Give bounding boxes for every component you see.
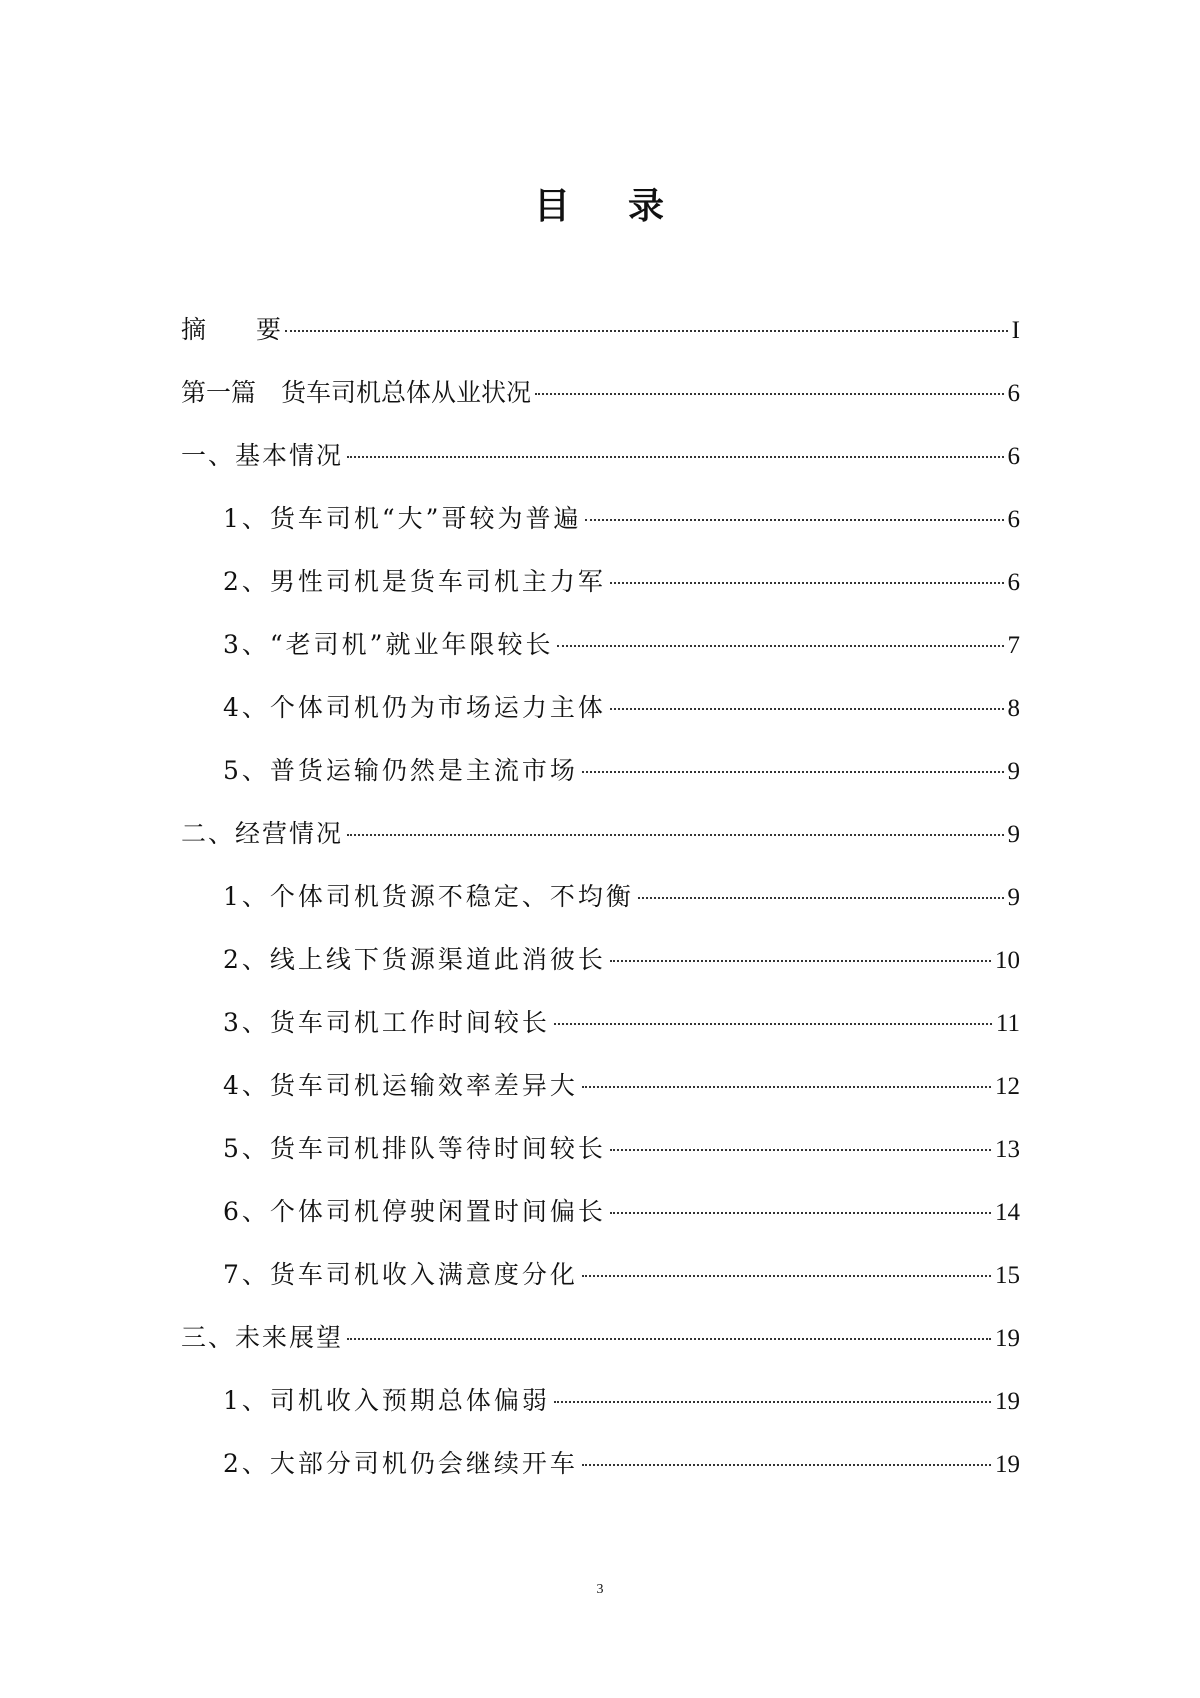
toc-entry-page: 6 (1007, 569, 1020, 596)
toc-entry[interactable] (181, 751, 1020, 814)
toc-entry-page: 9 (1007, 758, 1020, 785)
toc-entry-label: 3、“老司机”就业年限较长 (223, 630, 554, 659)
toc-entry-label: 二、经营情况 (181, 819, 344, 848)
toc-entry[interactable] (181, 499, 1020, 562)
toc-entry-page: 19 (995, 1388, 1020, 1415)
toc-entry-label: 一、基本情况 (181, 441, 344, 470)
toc-entry-label: 摘 要 (181, 315, 282, 344)
toc-entry-label: 5、货车司机排队等待时间较长 (223, 1134, 606, 1163)
toc-entry[interactable] (181, 688, 1020, 751)
dot-leader (585, 519, 1003, 521)
toc-entry-label: 1、个体司机货源不稳定、不均衡 (223, 882, 634, 911)
toc-entry[interactable] (181, 310, 1020, 373)
toc-title-char-1: 目 (533, 186, 572, 227)
dot-leader (554, 1401, 991, 1403)
toc-entry-page: 12 (995, 1073, 1020, 1100)
dot-leader (582, 771, 1004, 773)
toc-entry-label: 4、货车司机运输效率差异大 (223, 1071, 578, 1100)
toc-entry-label: 6、个体司机停驶闲置时间偏长 (223, 1197, 606, 1226)
toc-entry-page: 7 (1007, 632, 1020, 659)
toc-entry[interactable] (181, 814, 1020, 877)
toc-entry-page: 6 (1007, 380, 1020, 407)
toc-entry-page: 15 (995, 1262, 1020, 1289)
dot-leader (638, 897, 1004, 899)
toc-title-char-2: 录 (628, 186, 667, 227)
toc-entry[interactable] (181, 562, 1020, 625)
toc-entry[interactable] (181, 1444, 1020, 1507)
dot-leader (610, 708, 1004, 710)
toc-entry[interactable] (181, 1129, 1020, 1192)
page-number: 3 (596, 1582, 604, 1597)
dot-leader (582, 1275, 991, 1277)
toc-entry-label: 三、未来展望 (181, 1323, 344, 1352)
toc-entry-page: 9 (1007, 884, 1020, 911)
dot-leader (347, 1338, 991, 1340)
toc-entry[interactable] (181, 877, 1020, 940)
dot-leader (610, 960, 991, 962)
toc-entry[interactable] (181, 1255, 1020, 1318)
toc-entry-page: 14 (995, 1199, 1020, 1226)
toc-entry-page: 6 (1007, 443, 1020, 470)
toc-entry[interactable] (181, 625, 1020, 688)
toc-entry-label: 4、个体司机仍为市场运力主体 (223, 693, 606, 722)
dot-leader (557, 645, 1003, 647)
toc-entry-label: 2、男性司机是货车司机主力军 (223, 567, 606, 596)
dot-leader (610, 1212, 991, 1214)
toc-title (0, 185, 1200, 229)
toc-entry[interactable] (181, 1318, 1020, 1381)
toc-entry-label: 5、普货运输仍然是主流市场 (223, 756, 578, 785)
toc-entry-label: 第一篇 货车司机总体从业状况 (181, 378, 532, 407)
toc-entry[interactable] (181, 940, 1020, 1003)
toc-entry-page: 11 (995, 1010, 1020, 1037)
toc-entry-label: 2、线上线下货源渠道此消彼长 (223, 945, 606, 974)
dot-leader (535, 393, 1003, 395)
toc-entry-label: 1、司机收入预期总体偏弱 (223, 1386, 550, 1415)
dot-leader (347, 834, 1003, 836)
toc-entry-label: 1、货车司机“大”哥较为普遍 (223, 504, 582, 533)
toc-entry-label: 7、货车司机收入满意度分化 (223, 1260, 578, 1289)
toc-entry-page: I (1011, 317, 1020, 344)
toc-entry[interactable] (181, 1381, 1020, 1444)
toc-entry-label: 3、货车司机工作时间较长 (223, 1008, 550, 1037)
toc-entry-label: 2、大部分司机仍会继续开车 (223, 1449, 578, 1478)
dot-leader (554, 1023, 992, 1025)
toc-entry-page: 9 (1007, 821, 1020, 848)
toc-entry[interactable] (181, 1066, 1020, 1129)
dot-leader (582, 1086, 991, 1088)
toc-entry-page: 8 (1007, 695, 1020, 722)
dot-leader (582, 1464, 991, 1466)
dot-leader (347, 456, 1003, 458)
toc-entry-page: 10 (995, 947, 1020, 974)
toc-entry-page: 19 (995, 1451, 1020, 1478)
toc-entry[interactable] (181, 1192, 1020, 1255)
toc-entry[interactable] (181, 1003, 1020, 1066)
toc-entry-page: 19 (995, 1325, 1020, 1352)
dot-leader (610, 582, 1004, 584)
dot-leader (285, 330, 1008, 332)
table-of-contents (181, 310, 1020, 1507)
toc-entry-page: 6 (1007, 506, 1020, 533)
toc-entry[interactable] (181, 436, 1020, 499)
toc-entry[interactable] (181, 373, 1020, 436)
toc-entry-page: 13 (995, 1136, 1020, 1163)
dot-leader (610, 1149, 991, 1151)
